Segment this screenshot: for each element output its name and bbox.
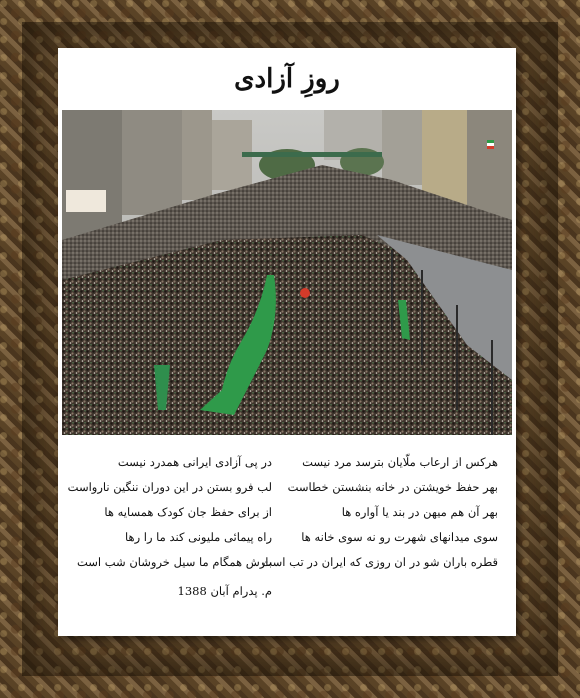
overpass (242, 152, 382, 157)
poster-page (58, 48, 516, 636)
poem-signature: م. پدرام آبان 1388 (177, 584, 272, 598)
building (467, 110, 512, 220)
poem-line: قطره باران شو در ان روزی که ایران در تب است (261, 555, 498, 569)
red-shirt-person (300, 288, 310, 298)
poem-line: بهر آن هم میهن در بند یا آواره ها (341, 505, 498, 519)
building (382, 110, 422, 185)
poem-right-column (261, 450, 498, 575)
building (122, 110, 182, 215)
poster-title: روزِ آزادی (234, 64, 340, 94)
poem-line: در پی آزادی ایرانی همدرد نیست (117, 455, 272, 469)
shop-sign (66, 190, 106, 212)
crowd-photo-illustration (62, 110, 512, 435)
building (182, 110, 212, 200)
poem-line: لب فرو بستن در این دوران ننگین نارواست (67, 480, 272, 494)
building (422, 110, 467, 205)
poem-line: سوی میدانهای شهرت رو نه سوی خانه ها (301, 530, 498, 544)
poem-line: راه پیمائی ملیونی کند ما را رها (125, 530, 272, 544)
poem-line: بهر حفظ خویشتن در خانه بنشستن خطاست (287, 480, 498, 494)
poem-line: از برای حفظ جان کودک همسایه ها (104, 505, 272, 519)
building (62, 110, 122, 240)
poem-line: بارش همگام ما سیل خروشان شب است (76, 555, 272, 569)
poem-left-column (67, 450, 272, 604)
poem-line: هرکس از ارعاب ملّایان بترسد مرد نیست (302, 455, 498, 469)
protest-crowd-photo (62, 110, 512, 435)
